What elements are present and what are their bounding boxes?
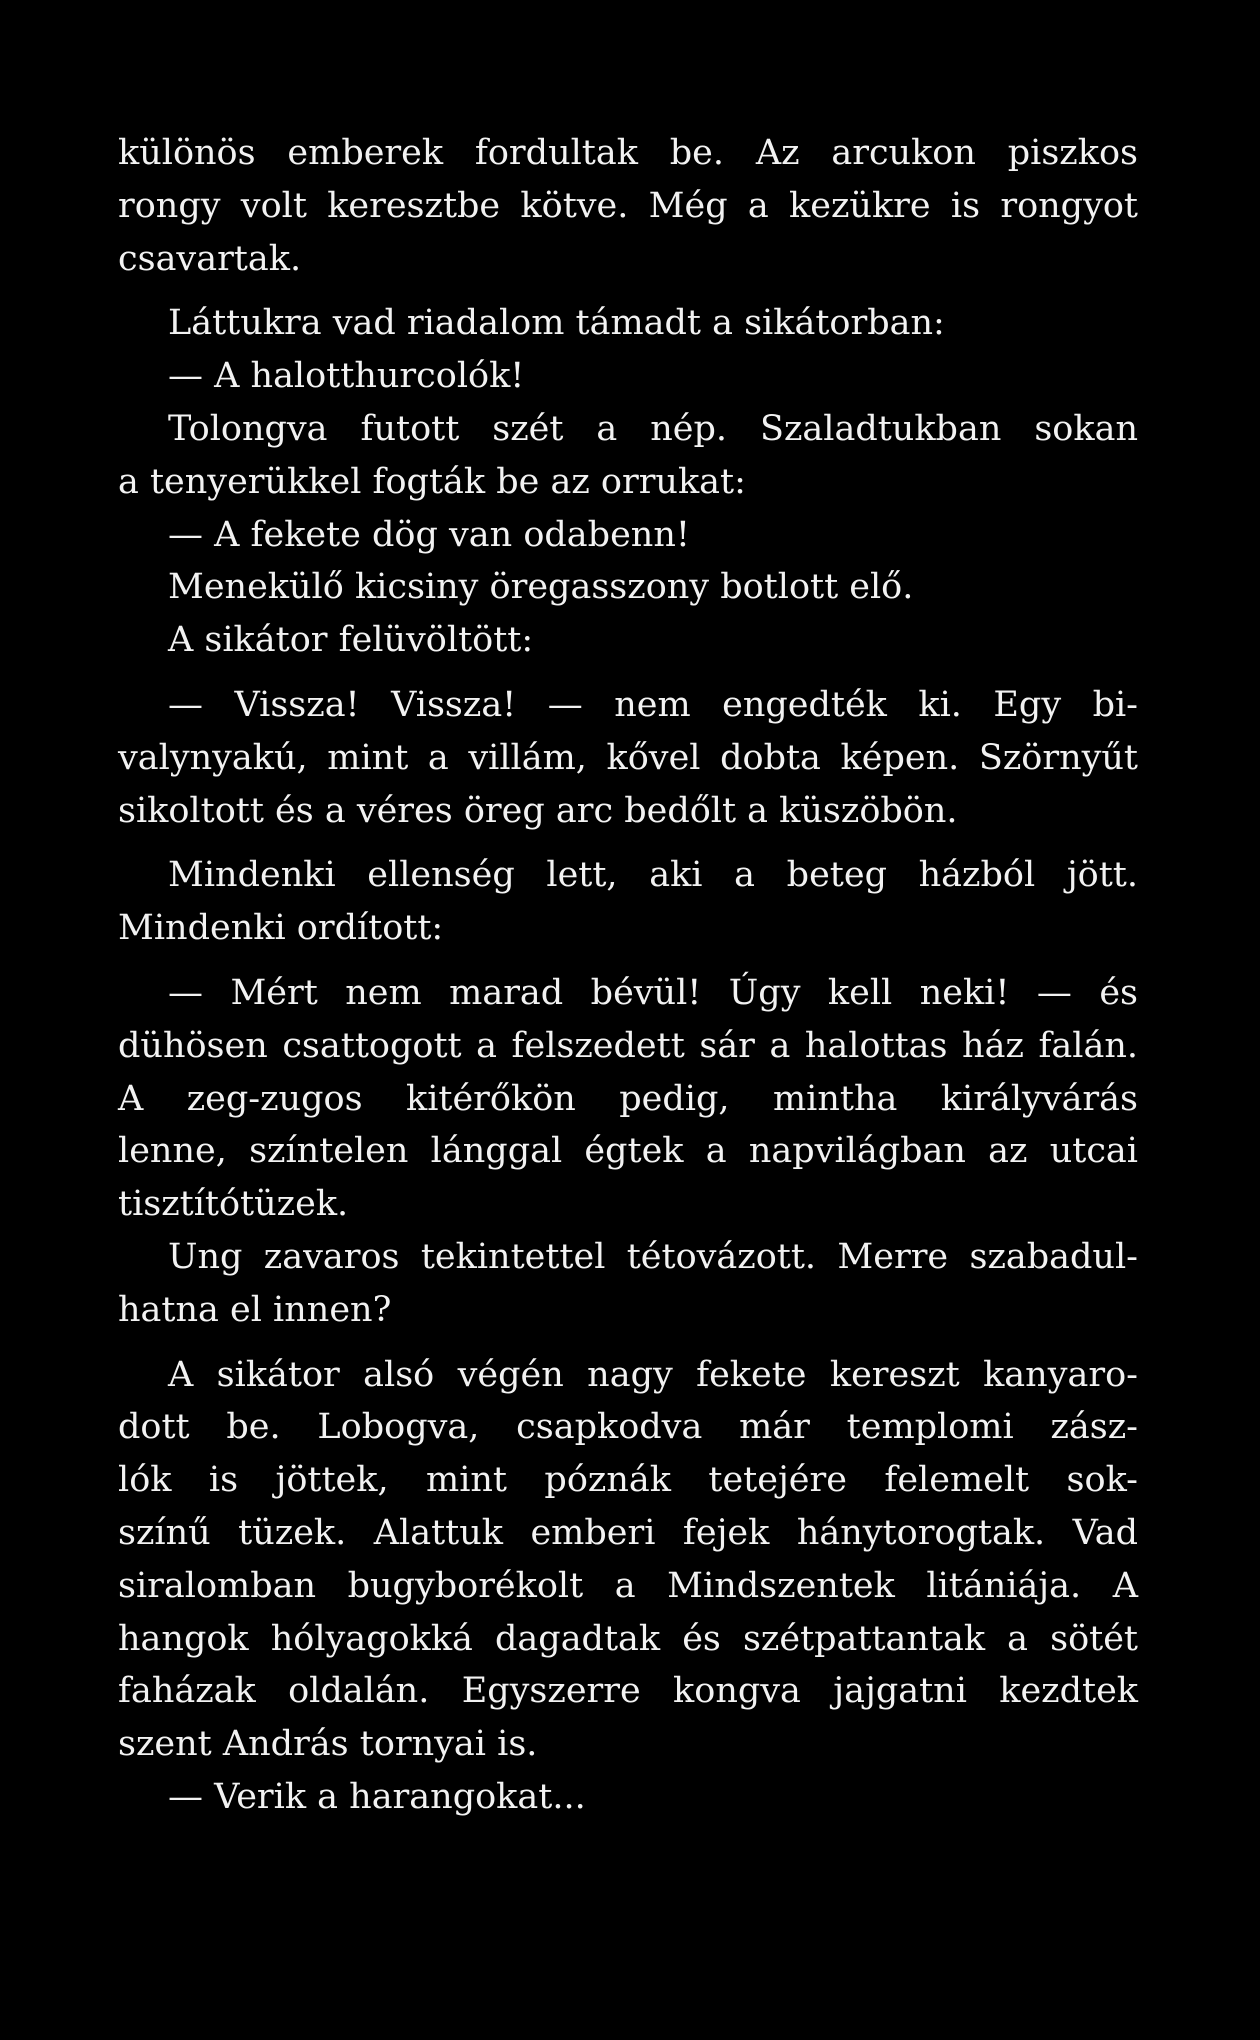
text-line: — A halotthurcolók! [168,356,525,397]
text-line: csavartak. [118,238,302,279]
text-line: Láttukra vad riadalom támadt a sikátorban: [168,303,945,344]
text-line: — Verik a harangokat... [168,1776,586,1817]
text-line: dühösen csattogott a felszedett sár a halottas ház falán. [118,1025,1138,1066]
text-line: lenne, színtelen lánggal égtek a napvilágban az utcai [118,1131,1138,1172]
text-line: A zeg-zugos kitérőkön pedig, mintha királyvárás [118,1078,1138,1119]
text-line: — Mért nem marad bévül! Úgy kell neki! — és [168,972,1138,1013]
text-line: Ung zavaros tekintettel tétovázott. Merre szabadul- [168,1236,1138,1277]
text-line: a tenyerükkel fogták be az orrukat: [118,461,746,502]
text-line: Mindenki ordított: [118,908,444,949]
text-line: faházak oldalán. Egyszerre kongva jajgatni kezdtek [118,1671,1138,1712]
text-line: szent András tornyai is. [118,1724,538,1765]
text-line: lók is jöttek, mint póznák tetejére felemelt sok- [118,1460,1138,1501]
text-line: színű tüzek. Alattuk emberi fejek hánytorogtak. Vad [118,1512,1138,1553]
text-line: hangok hólyagokká dagadtak és szétpattantak a sötét [118,1618,1138,1659]
text-line: Tolongva futott szét a nép. Szaladtukban sokan [168,408,1138,449]
text-line: Menekülő kicsiny öregasszony botlott elő. [168,567,914,608]
text-line: — Vissza! Vissza! — nem engedték ki. Egy bi- [168,684,1138,725]
text-line: A sikátor alsó végén nagy fekete kereszt kanyaro- [168,1354,1138,1395]
text-line: dott be. Lobogva, csapkodva már templomi zász- [118,1407,1138,1448]
text-line: — A fekete dög van odabenn! [168,514,690,555]
page-text [118,127,1138,1824]
text-line: tisztítótüzek. [118,1184,349,1225]
text-line: valynyakú, mint a villám, kővel dobta képen. Szörnyűt [118,737,1138,778]
text-line: hatna el innen? [118,1289,392,1330]
text-line: Mindenki ellenség lett, aki a beteg házból jött. [168,855,1138,896]
text-line: A sikátor felüvöltött: [168,620,534,661]
text-line: siralomban bugyborékolt a Mindszentek litániája. A [118,1565,1138,1606]
text-line: sikoltott és a véres öreg arc bedőlt a küszöbön. [118,790,958,831]
text-line: különös emberek fordultak be. Az arcukon piszkos [118,133,1138,173]
text-line: rongy volt keresztbe kötve. Még a kezükre is rongyot [118,185,1138,226]
